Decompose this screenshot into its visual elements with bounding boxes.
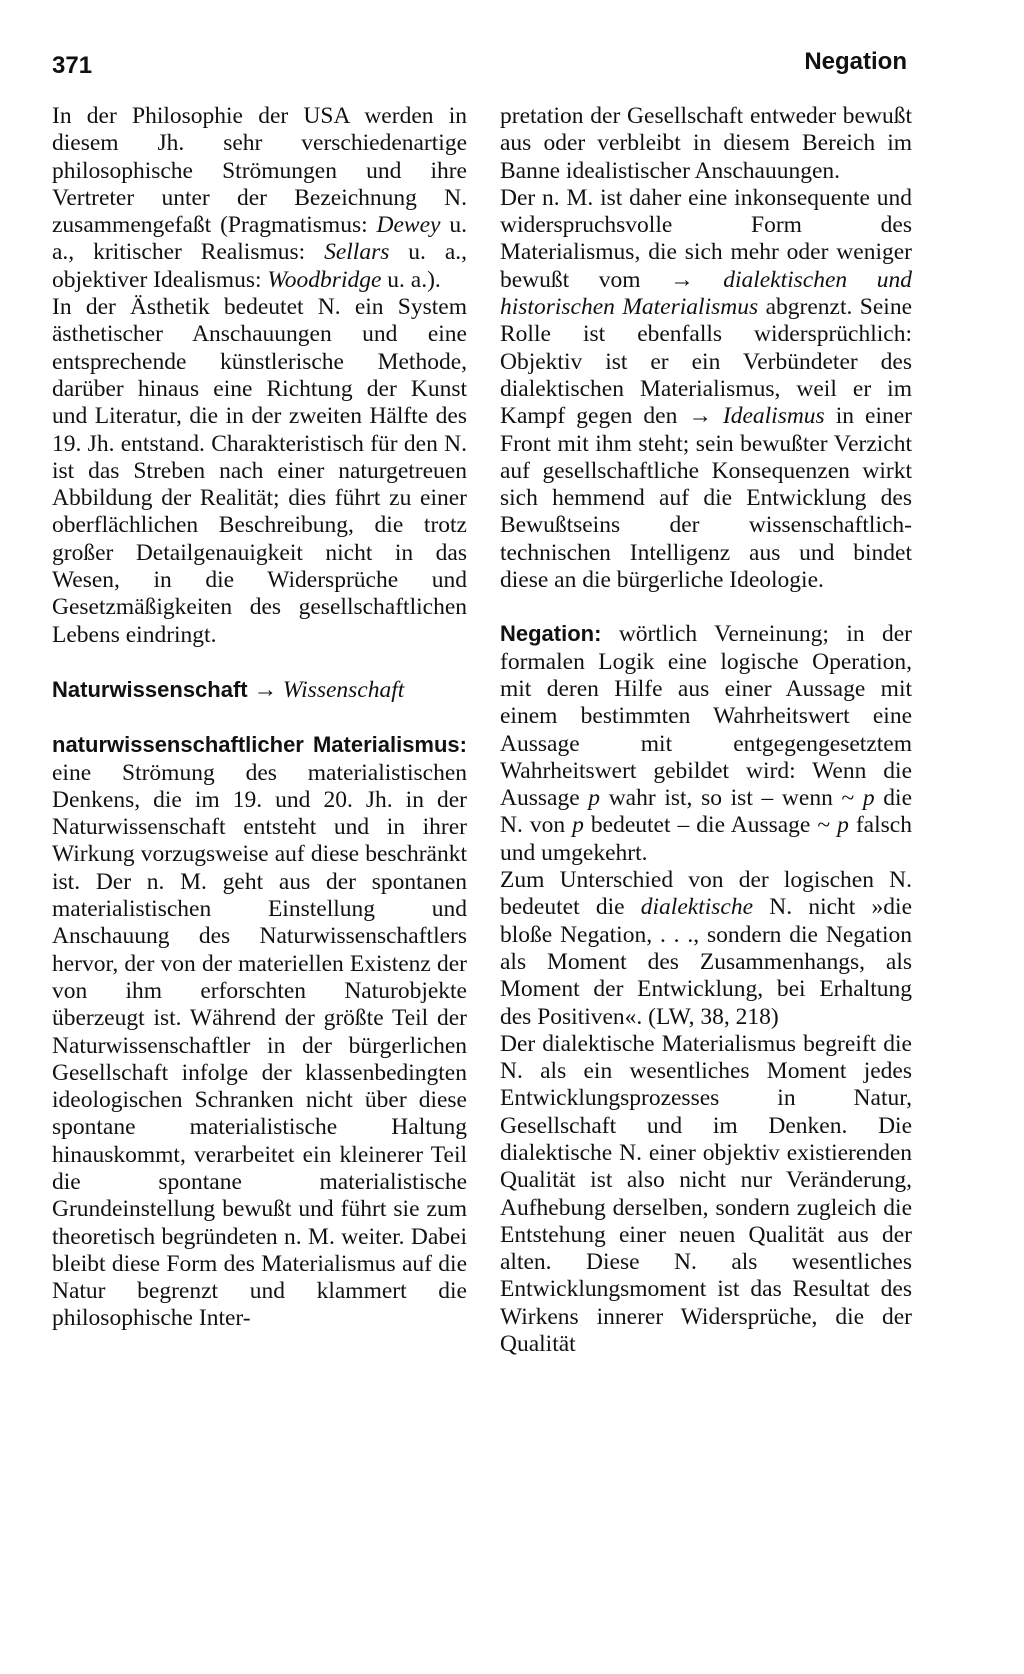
entry-naturwissenschaft: Naturwissenschaft → Wissenschaft [52,676,405,703]
headword-negation: Negation: [500,621,602,647]
paragraph-dialectical-negation: Zum Unterschied von der logischen N. bedeutet die dialektische N. nicht »die bloße Negation, . . ., sondern die Negation als Moment des Zusammenhangs, als Moment der Entwicklung, bei Erhaltung des Positiven«. (LW, 38, 218) [500,867,913,1030]
paragraph-aesthetics: In der Ästhetik bedeutet N. ein System ästhetischer Anschauungen und eine entsprechende künstlerische Methode, darüber hinaus eine Richtung der Kunst und Literatur, die in der zweiten Hälfte des 19. Jh. entstand. Charakteristisch für den N. ist das Streben nach einer naturgetreuen Abbildung der Realität; dies führt zu einer oberflächlichen Beschreibung, die trotz großer Detailgenauigkeit nicht in das Wesen, in die Widersprüche und Gesetzmäßigkeiten des gesellschaftlichen Lebens eindringt. [52,294,467,648]
term-dialektische: dialektische [640,894,754,921]
cross-reference-wissenschaft: Wissenschaft [282,676,405,703]
paragraph-nm-role: Der n. M. ist daher eine inkonsequente und widerspruchsvolle Form des Materialismus, die sich mehr oder weniger bewußt vom → dialektischen und historischen Materialismus abgrenzt. Seine Rolle ist ebenfalls widersprüchlich: Objektiv ist er ein Verbündeter des dialektischen Materialismus, weil er im Kampf gegen den → Idealismus in einer Front mit ihm steht; sein bewußter Verzicht auf gesellschaftliche Konsequenzen wirkt sich hemmend auf die Entwicklung des Bewußtseins der wissenschaftlich-technischen Intelligenz aus und bindet diese an die bürgerliche Ideologie. [500,184,913,594]
page-number: 371 [52,52,93,79]
name-woodbridge: Woodbridge [267,266,382,293]
name-dewey: Dewey [376,212,441,239]
paragraph-usa-philosophy: In der Philosophie der USA werden in diesem Jh. sehr verschiedenartige philosophische Strömungen und ihre Vertreter unter der Bezeichnung N. zusammengefaßt (Pragmatismus: Dewey u. a., kritischer Realismus: Sellars u. a., objektiver Idealismus: Woodbridge u. a.). [52,103,467,293]
paragraph-continuation: pretation der Gesellschaft entweder bewußt aus oder verbleibt in diesem Bereich im Banne idealistischer Anschauungen. [500,103,912,184]
entry-naturwissenschaftlicher-materialismus: naturwissenschaftlicher Materialismus: eine Strömung des materialistischen Denkens, die im 19. und 20. Jh. in der Naturwissenschaft entsteht und in ihrer Wirkung vorzugsweise auf diese beschränkt ist. Der n. M. geht aus der spontanen materialistischen Einstellung und Anschauung des Naturwissenschaftlers hervor, der von der materiellen Existenz der von ihm erforschten Naturobjekte überzeugt ist. Während der größte Teil der Naturwissenschaftler in der bürgerlichen Gesellschaft infolge der klassenbedingten ideologischen Schranken nicht über diese spontane materialistische Haltung hinauskommt, verarbeitet ein kleinerer Teil die spontane materialistische Grundeinstellung bewußt und führt sie zum theoretisch begründeten n. M. weiter. Dabei bleibt diese Form des Materialismus auf die Natur begrenzt und klammert die philosophische Inter- [52,732,467,1332]
page-header [52,44,907,84]
right-column [500,103,912,1358]
headword-naturwissenschaftlicher-materialismus: naturwissenschaftlicher Materialismus: [52,732,467,758]
cross-reference-idealismus: Idealismus [722,403,825,430]
headword-naturwissenschaft: Naturwissenschaft [52,676,248,702]
left-column [52,103,467,1333]
running-head: Negation [804,48,907,75]
entry-negation: Negation: wörtlich Verneinung; in der formalen Logik eine logische Operation, mit deren Hilfe aus einer Aussage mit einem bestimmten Wahrheitswert eine Aussage mit entgegengesetztem Wahrheitswert gebildet wird: Wenn die Aussage p wahr ist, so ist – wenn ~ p die N. von p bedeutet – die Aussage ~ p falsch und umgekehrt. [500,621,912,866]
cross-reference-dialektischer-materialismus: dialektischen und historischen Materialismus [500,266,912,321]
name-sellars: Sellars [324,239,390,266]
paragraph-dialectical-materialism: Der dialektische Materialismus begreift die N. als ein wesentliches Moment jedes Entwicklungsprozesses in Natur, Gesellschaft und im Denken. Die dialektische N. einer objektiv existierenden Qualität ist also nicht nur Veränderung, Aufhebung derselben, sondern zugleich die Entstehung einer neuen Qualität aus der alten. Diese N. als wesentliches Entwicklungsmoment ist das Resultat des Wirkens innerer Widersprüche, die der Qualität [500,1030,912,1358]
